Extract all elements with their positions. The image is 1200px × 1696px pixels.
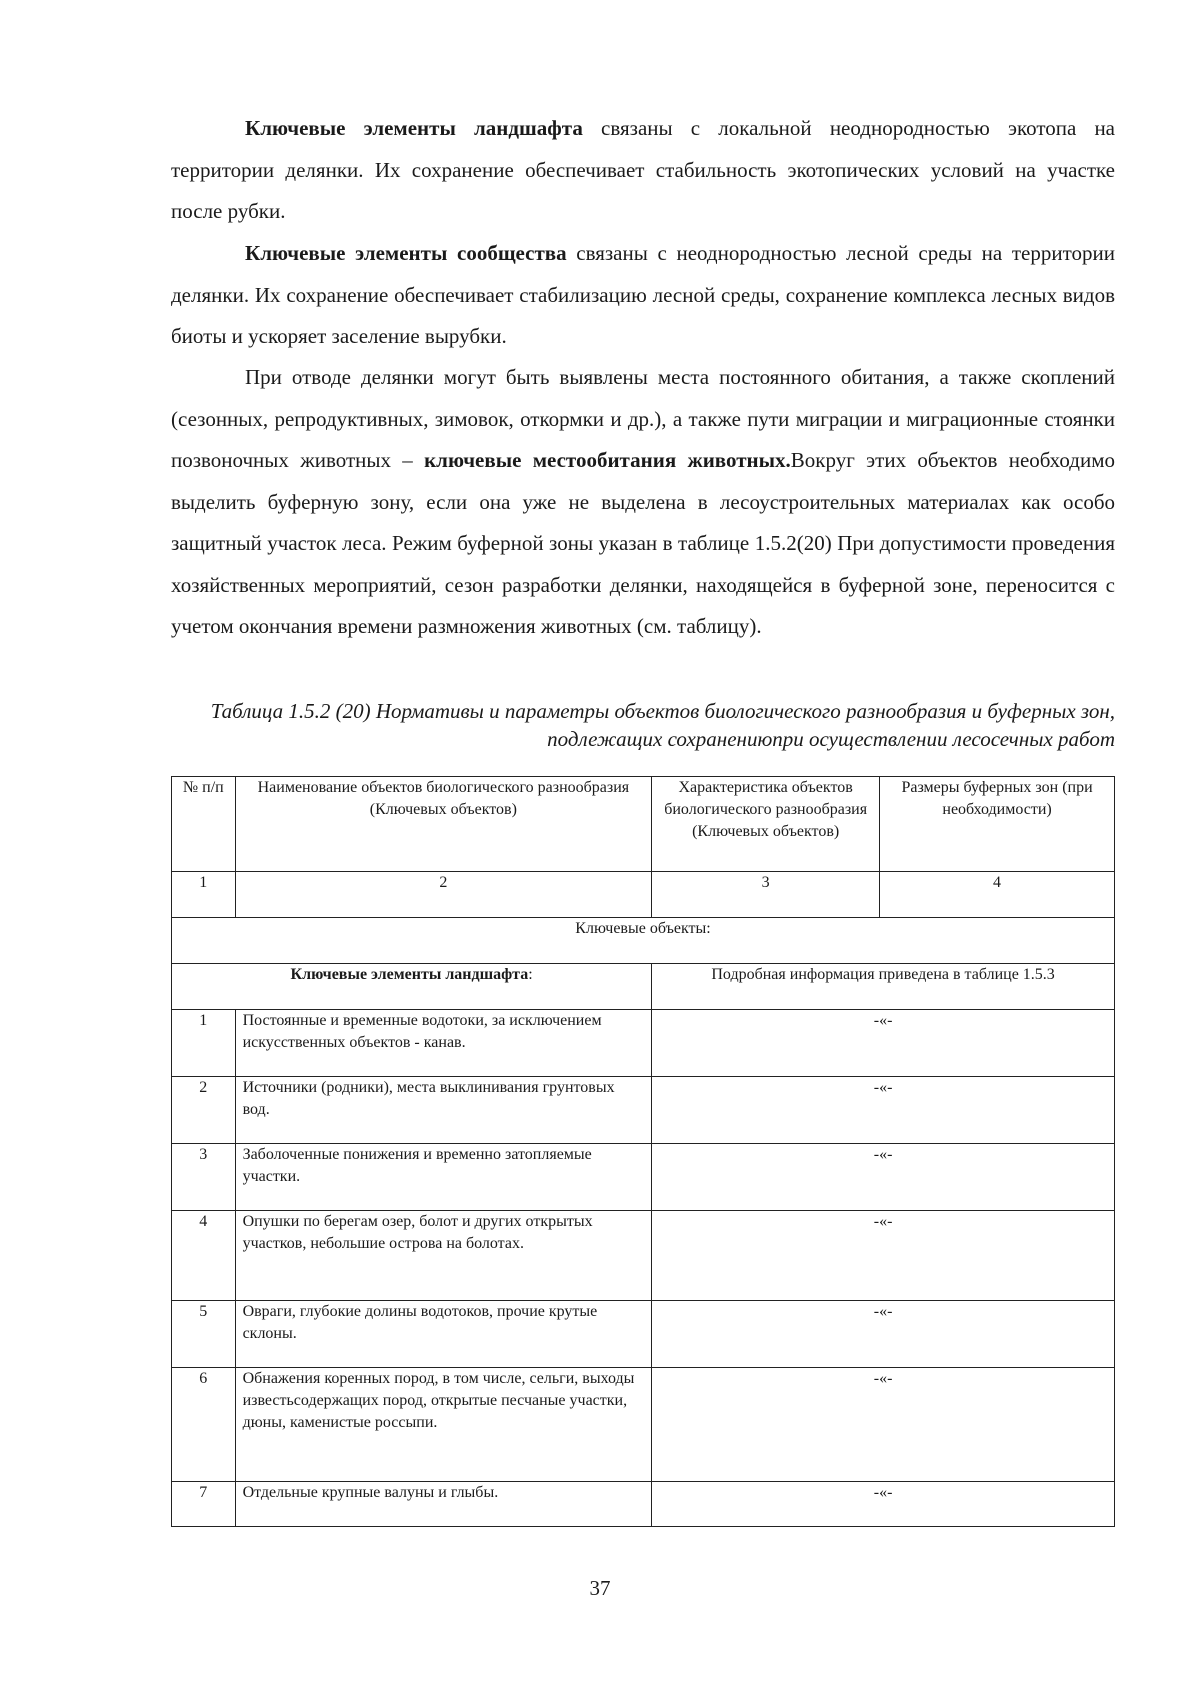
header-buffer-size: Размеры буферных зон (при необходимости) xyxy=(880,777,1115,872)
row-ditto-mark: -«- xyxy=(652,1482,1115,1527)
term-landscape-elements: Ключевые элементы ландшафта xyxy=(245,116,583,140)
row-object-name: Овраги, глубокие долины водотоков, прочие крутые склоны. xyxy=(235,1301,652,1368)
table-row xyxy=(172,1010,1115,1077)
paragraph-text: Вокруг этих объектов необходимо выделить буферную зону, если она уже не выделена в лесоустроительных материалах как особо защитный участок леса. Режим буферной зоны указан в таблице 1.5.2(20) При допустимости проведения хозяйственных мероприятий, сезон разработки делянки, находящейся в буферной зоне, переносится с учетом окончания времени размножения животных (см. таблицу). xyxy=(171,448,1115,638)
subsection-label-cell xyxy=(172,964,652,1010)
column-number-row xyxy=(172,872,1115,918)
row-ditto-mark: -«- xyxy=(652,1211,1115,1301)
row-number: 1 xyxy=(172,1010,236,1077)
paragraph-animal-habitats xyxy=(171,357,1115,648)
paragraph-landscape-elements xyxy=(171,108,1115,233)
table-header-row xyxy=(172,777,1115,872)
column-number: 4 xyxy=(880,872,1115,918)
row-object-name: Отдельные крупные валуны и глыбы. xyxy=(235,1482,652,1527)
section-row xyxy=(172,918,1115,964)
subsection-row xyxy=(172,964,1115,1010)
term-community-elements: Ключевые элементы сообщества xyxy=(245,241,567,265)
table-row xyxy=(172,1368,1115,1482)
row-ditto-mark: -«- xyxy=(652,1368,1115,1482)
column-number: 2 xyxy=(235,872,652,918)
header-characteristics: Характеристика объектов биологического разнообразия (Ключевых объектов) xyxy=(652,777,880,872)
row-object-name: Обнажения коренных пород, в том числе, сельги, выходы известьсодержащих пород, открытые песчаные участки, дюны, каменистые россыпи. xyxy=(235,1368,652,1482)
paragraph-community-elements xyxy=(171,233,1115,358)
row-ditto-mark: -«- xyxy=(652,1077,1115,1144)
table-row xyxy=(172,1077,1115,1144)
header-object-name: Наименование объектов биологического разнообразия (Ключевых объектов) xyxy=(235,777,652,872)
paragraph-text: При отводе делянки могут быть выявлены места постоянного обитания, а также скоплений (сезонных, репродуктивных, зимовок, откормки и др.), а также пути миграции и миграционные стоянки позвоночных животных – xyxy=(171,365,1115,472)
row-object-name: Источники (родники), места выклинивания грунтовых вод. xyxy=(235,1077,652,1144)
column-number: 3 xyxy=(652,872,880,918)
row-object-name: Постоянные и временные водотоки, за исключением искусственных объектов - канав. xyxy=(235,1010,652,1077)
term-animal-habitats: ключевые местообитания животных. xyxy=(424,448,791,472)
paragraph-text: связаны с локальной неоднородностью экотопа на территории делянки. Их сохранение обеспечивает стабильность экотопических условий на участке после рубки. xyxy=(171,116,1116,223)
row-number: 2 xyxy=(172,1077,236,1144)
subsection-label: Ключевые элементы ландшафта xyxy=(290,966,529,983)
table-caption: Таблица 1.5.2 (20) Нормативы и параметры объектов биологического разнообразия и буферных зон, подлежащих сохранениюпри осуществлении лесосечных работ xyxy=(210,699,1115,751)
table-row xyxy=(172,1482,1115,1527)
row-object-name: Опушки по берегам озер, болот и других открытых участков, небольшие острова на болотах. xyxy=(235,1211,652,1301)
subsection-label-suffix: : xyxy=(528,966,533,983)
row-object-name: Заболоченные понижения и временно затопляемые участки. xyxy=(235,1144,652,1211)
row-number: 5 xyxy=(172,1301,236,1368)
row-number: 6 xyxy=(172,1368,236,1482)
table-row xyxy=(172,1301,1115,1368)
table-row xyxy=(172,1211,1115,1301)
biodiversity-table xyxy=(171,776,1115,1527)
row-number: 3 xyxy=(172,1144,236,1211)
header-number: № п/п xyxy=(172,777,236,872)
page-number: 37 xyxy=(589,1576,611,1600)
table-row xyxy=(172,1144,1115,1211)
row-ditto-mark: -«- xyxy=(652,1010,1115,1077)
subsection-info: Подробная информация приведена в таблице 1.5.3 xyxy=(652,964,1115,1010)
paragraph-text: связаны с неоднородностью лесной среды на территории делянки. Их сохранение обеспечивает стабилизацию лесной среды, сохранение комплекса лесных видов биоты и ускоряет заселение вырубки. xyxy=(171,241,1115,348)
column-number: 1 xyxy=(172,872,236,918)
section-title: Ключевые объекты: xyxy=(172,918,1115,964)
row-number: 7 xyxy=(172,1482,236,1527)
row-number: 4 xyxy=(172,1211,236,1301)
row-ditto-mark: -«- xyxy=(652,1301,1115,1368)
row-ditto-mark: -«- xyxy=(652,1144,1115,1211)
